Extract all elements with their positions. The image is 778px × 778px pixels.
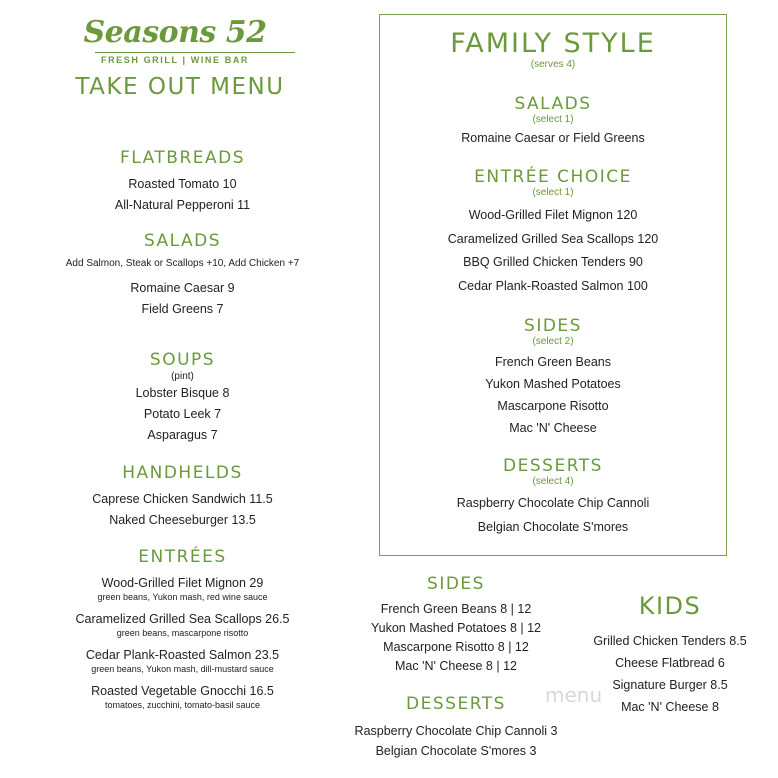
entree-item (30, 611, 335, 639)
menu-item: Mascarpone Risotto 8 | 12 (383, 640, 529, 654)
soups-section (30, 350, 335, 446)
soups-size-note: (pint) (171, 371, 194, 382)
kids-section (575, 592, 765, 718)
menu-item: Romaine Caesar or Field Greens (461, 131, 645, 145)
family-desserts-section (379, 456, 727, 539)
entree-item (30, 683, 335, 711)
handhelds-section (30, 463, 335, 531)
watermark-text: menu (545, 683, 603, 707)
menu-item: Wood-Grilled Filet Mignon 120 (468, 208, 638, 222)
salads-heading: SALADS (143, 231, 222, 251)
menu-item: Romaine Caesar 9 (130, 281, 235, 295)
entrees-heading: ENTRÉES (138, 547, 227, 567)
menu-item: All-Natural Pepperoni 11 (114, 198, 251, 212)
menu-item: Signature Burger 8.5 (612, 678, 728, 692)
family-entree-select: (select 1) (532, 187, 574, 198)
desserts-heading: DESSERTS (406, 694, 506, 714)
brand-tagline: FRESH GRILL | WINE BAR (100, 55, 250, 65)
sides-heading: SIDES (427, 574, 485, 594)
kids-heading: KIDS (638, 592, 702, 620)
entree-name: Wood-Grilled Filet Mignon 29 (101, 576, 264, 590)
family-salads-heading: SALADS (514, 94, 592, 114)
menu-item: French Green Beans (494, 355, 612, 369)
entree-item (30, 647, 335, 675)
menu-title: TAKE OUT MENU (75, 74, 285, 100)
salads-addon-note: Add Salmon, Steak or Scallops +10, Add Chicken +7 (65, 258, 300, 269)
menu-item: Potato Leek 7 (143, 407, 222, 421)
menu-item: Raspberry Chocolate Chip Cannoli 3 (354, 724, 558, 738)
flatbreads-section (30, 148, 335, 216)
entrees-section (30, 547, 335, 711)
family-sides-select: (select 2) (532, 336, 574, 347)
entree-description: green beans, mascarpone risotto (116, 628, 249, 638)
entree-description: green beans, Yukon mash, dill-mustard sauce (91, 664, 274, 674)
family-style-heading: FAMILY STYLE (450, 28, 656, 59)
menu-item: Roasted Tomato 10 (128, 177, 237, 191)
handhelds-heading: HANDHELDS (122, 463, 243, 483)
family-sides-heading: SIDES (524, 316, 582, 336)
family-salads-select: (select 1) (532, 114, 574, 125)
family-sides-section (379, 316, 727, 439)
menu-item: Yukon Mashed Potatoes 8 | 12 (370, 621, 542, 635)
entree-description: green beans, Yukon mash, red wine sauce (97, 592, 268, 602)
family-entree-heading: ENTRÉE CHOICE (474, 167, 632, 187)
family-salads-section (379, 94, 727, 146)
menu-item: Mac 'N' Cheese (509, 421, 597, 435)
menu-item: Mac 'N' Cheese 8 | 12 (395, 659, 517, 673)
menu-item: Grilled Chicken Tenders 8.5 (593, 634, 747, 648)
family-serves-note: (serves 4) (530, 59, 576, 70)
entree-name: Cedar Plank-Roasted Salmon 23.5 (85, 648, 280, 662)
menu-item: Yukon Mashed Potatoes (485, 377, 621, 391)
flatbreads-heading: FLATBREADS (119, 148, 246, 168)
entree-description: tomatoes, zucchini, tomato-basil sauce (104, 700, 261, 710)
brand-logo: Seasons 52 (83, 15, 267, 50)
menu-item: Mac 'N' Cheese 8 (621, 700, 719, 714)
menu-item: Cheese Flatbread 6 (615, 656, 725, 670)
logo-rule (95, 52, 295, 53)
salads-section (30, 231, 335, 320)
desserts-section (345, 694, 567, 761)
family-style-section (379, 28, 727, 70)
sides-section (345, 574, 567, 676)
menu-item: Lobster Bisque 8 (135, 386, 230, 400)
menu-item: French Green Beans 8 | 12 (380, 602, 532, 616)
menu-item: Cedar Plank-Roasted Salmon 100 (458, 278, 648, 293)
menu-item: Caprese Chicken Sandwich 11.5 (92, 492, 273, 506)
menu-item: Mascarpone Risotto (497, 399, 609, 413)
menu-item: Asparagus 7 (147, 428, 218, 442)
family-desserts-heading: DESSERTS (503, 456, 603, 476)
family-entree-section (379, 167, 727, 298)
entree-name: Roasted Vegetable Gnocchi 16.5 (91, 684, 274, 698)
family-desserts-select: (select 4) (532, 476, 574, 487)
entree-item (30, 575, 335, 603)
soups-heading: SOUPS (149, 350, 216, 370)
menu-item: Caramelized Grilled Sea Scallops 120 (447, 231, 659, 246)
menu-item: Naked Cheeseburger 13.5 (109, 513, 256, 527)
menu-item: Belgian Chocolate S'mores (477, 520, 629, 534)
menu-item: Belgian Chocolate S'mores 3 (375, 744, 537, 758)
menu-item: Field Greens 7 (141, 302, 224, 316)
menu-item: BBQ Grilled Chicken Tenders 90 (463, 255, 643, 269)
entree-name: Caramelized Grilled Sea Scallops 26.5 (75, 612, 290, 626)
menu-item: Raspberry Chocolate Chip Cannoli (456, 496, 650, 510)
